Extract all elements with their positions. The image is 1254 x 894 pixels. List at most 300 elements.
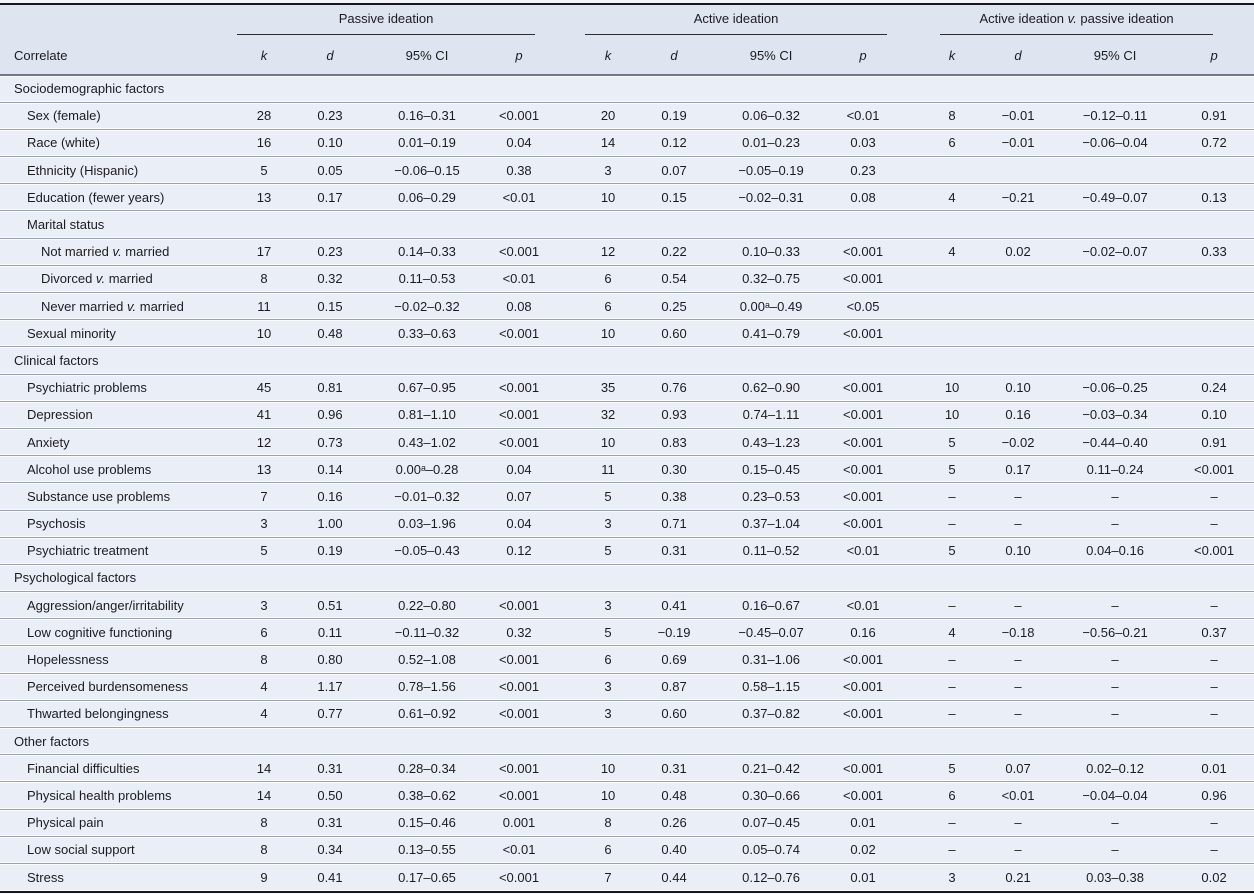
cell-avp-p: 0.02 <box>1174 863 1254 890</box>
cell-active-ci: −0.02–0.31 <box>712 184 830 211</box>
cell-passive-d: 0.77 <box>292 700 368 727</box>
cell-active-d: 0.38 <box>636 483 712 510</box>
cell-active-k: 8 <box>580 809 636 836</box>
cell-passive-d <box>292 564 368 591</box>
cell-active-p: 0.01 <box>830 809 896 836</box>
cell-active-d: 0.44 <box>636 863 712 890</box>
cell-passive-p: 0.08 <box>486 293 552 320</box>
cell-avp-p: 0.24 <box>1174 374 1254 401</box>
spacer <box>222 863 236 890</box>
cell-passive-ci: 0.11–0.53 <box>368 265 486 292</box>
cell-active-ci <box>712 347 830 374</box>
cell-avp-ci: −0.02–0.07 <box>1056 238 1174 265</box>
cell-passive-d: 0.11 <box>292 619 368 646</box>
spacer <box>552 102 580 129</box>
correlate-label: Perceived burdensomeness <box>0 673 222 700</box>
cell-active-p: <0.001 <box>830 510 896 537</box>
cell-avp-d: – <box>980 510 1056 537</box>
cell-active-k: 10 <box>580 782 636 809</box>
cell-avp-d: – <box>980 700 1056 727</box>
spacer <box>896 184 924 211</box>
cell-avp-p: – <box>1174 510 1254 537</box>
cell-active-p: <0.001 <box>830 646 896 673</box>
spacer <box>896 238 924 265</box>
spacer <box>896 646 924 673</box>
cell-passive-k: 7 <box>236 483 292 510</box>
table-row <box>0 537 1254 564</box>
cell-passive-k <box>236 728 292 755</box>
cell-passive-ci: 0.78–1.56 <box>368 673 486 700</box>
spacer <box>896 863 924 890</box>
panel-header-passive-ideation <box>236 5 552 35</box>
spacer <box>222 428 236 455</box>
table-row <box>0 374 1254 401</box>
spacer <box>222 537 236 564</box>
cell-passive-p: 0.38 <box>486 157 552 184</box>
cell-active-k <box>580 75 636 102</box>
cell-active-ci: 0.00ᵃ–0.49 <box>712 293 830 320</box>
cell-active-ci: 0.32–0.75 <box>712 265 830 292</box>
cell-active-ci: 0.31–1.06 <box>712 646 830 673</box>
cell-passive-ci: 0.22–0.80 <box>368 592 486 619</box>
cell-passive-ci: 0.28–0.34 <box>368 755 486 782</box>
table-row <box>0 809 1254 836</box>
cell-avp-d: – <box>980 483 1056 510</box>
cell-passive-ci: 0.52–1.08 <box>368 646 486 673</box>
cell-active-d: 0.12 <box>636 129 712 156</box>
table-row <box>0 782 1254 809</box>
cell-passive-p: <0.001 <box>486 374 552 401</box>
cell-avp-p: – <box>1174 673 1254 700</box>
cell-avp-k: 3 <box>924 863 980 890</box>
cell-passive-p: <0.001 <box>486 102 552 129</box>
cell-active-d: 0.60 <box>636 320 712 347</box>
table-row <box>0 211 1254 238</box>
cell-avp-k <box>924 347 980 374</box>
cell-passive-k: 41 <box>236 401 292 428</box>
cell-avp-k <box>924 320 980 347</box>
cell-passive-d: 0.16 <box>292 483 368 510</box>
cell-avp-k: 8 <box>924 102 980 129</box>
cell-avp-k: 5 <box>924 456 980 483</box>
cell-passive-ci: 0.33–0.63 <box>368 320 486 347</box>
cell-active-ci: 0.23–0.53 <box>712 483 830 510</box>
cell-passive-k: 45 <box>236 374 292 401</box>
section-row <box>0 564 1254 591</box>
cell-active-p: 0.02 <box>830 836 896 863</box>
cell-avp-p: 0.72 <box>1174 129 1254 156</box>
cell-passive-k: 3 <box>236 592 292 619</box>
spacer <box>896 157 924 184</box>
cell-active-p: <0.001 <box>830 673 896 700</box>
correlate-label: Psychological factors <box>0 564 222 591</box>
spacer <box>222 782 236 809</box>
correlate-label: Substance use problems <box>0 483 222 510</box>
spacer <box>552 184 580 211</box>
spacer <box>222 728 236 755</box>
cell-avp-ci: 0.04–0.16 <box>1056 537 1174 564</box>
panel-title-active: Active ideation <box>585 7 887 35</box>
cell-avp-k: 6 <box>924 129 980 156</box>
col-header-ci-passive: 95% CI <box>368 35 486 75</box>
cell-active-d: 0.71 <box>636 510 712 537</box>
spacer <box>552 755 580 782</box>
cell-avp-d <box>980 293 1056 320</box>
cell-passive-p: 0.32 <box>486 619 552 646</box>
table-row <box>0 646 1254 673</box>
spacer <box>552 75 580 102</box>
cell-passive-p: 0.04 <box>486 456 552 483</box>
cell-passive-ci: 0.13–0.55 <box>368 836 486 863</box>
cell-active-ci: 0.37–1.04 <box>712 510 830 537</box>
cell-active-p: <0.001 <box>830 428 896 455</box>
cell-passive-p <box>486 211 552 238</box>
cell-passive-d <box>292 75 368 102</box>
spacer <box>222 646 236 673</box>
panel-title-active-v-passive: Active ideation v. passive ideation <box>940 7 1213 35</box>
cell-avp-p: 0.91 <box>1174 102 1254 129</box>
table-row <box>0 863 1254 890</box>
cell-passive-d: 0.23 <box>292 102 368 129</box>
spacer <box>896 619 924 646</box>
cell-avp-k <box>924 75 980 102</box>
cell-avp-p: – <box>1174 646 1254 673</box>
spacer <box>896 5 924 35</box>
cell-passive-ci <box>368 211 486 238</box>
spacer <box>896 456 924 483</box>
cell-active-d: 0.25 <box>636 293 712 320</box>
cell-active-p: 0.08 <box>830 184 896 211</box>
cell-avp-d: – <box>980 809 1056 836</box>
table-row <box>0 401 1254 428</box>
cell-passive-p: 0.12 <box>486 537 552 564</box>
cell-active-ci: 0.74–1.11 <box>712 401 830 428</box>
spacer <box>222 347 236 374</box>
spacer <box>222 129 236 156</box>
cell-passive-p <box>486 564 552 591</box>
cell-avp-k <box>924 211 980 238</box>
cell-active-p: <0.001 <box>830 755 896 782</box>
cell-avp-ci: – <box>1056 809 1174 836</box>
cell-active-d <box>636 728 712 755</box>
spacer <box>222 510 236 537</box>
cell-avp-d: 0.17 <box>980 456 1056 483</box>
cell-active-k <box>580 347 636 374</box>
cell-avp-ci <box>1056 347 1174 374</box>
cell-avp-ci: – <box>1056 836 1174 863</box>
cell-active-p: <0.05 <box>830 293 896 320</box>
spacer <box>896 129 924 156</box>
cell-active-p: <0.001 <box>830 483 896 510</box>
cell-active-k: 6 <box>580 265 636 292</box>
spacer <box>896 510 924 537</box>
cell-passive-p: <0.001 <box>486 401 552 428</box>
cell-avp-ci <box>1056 293 1174 320</box>
cell-passive-p: <0.001 <box>486 782 552 809</box>
cell-avp-p: <0.001 <box>1174 456 1254 483</box>
cell-passive-d: 0.41 <box>292 863 368 890</box>
spacer <box>222 293 236 320</box>
cell-avp-d: 0.07 <box>980 755 1056 782</box>
cell-passive-ci: −0.06–0.15 <box>368 157 486 184</box>
correlate-label: Physical health problems <box>0 782 222 809</box>
spacer <box>222 75 236 102</box>
cell-avp-ci <box>1056 211 1174 238</box>
correlate-label: Race (white) <box>0 129 222 156</box>
cell-passive-ci: 0.81–1.10 <box>368 401 486 428</box>
cell-active-p: <0.001 <box>830 700 896 727</box>
cell-avp-d <box>980 157 1056 184</box>
table-row <box>0 428 1254 455</box>
spacer <box>222 401 236 428</box>
cell-passive-ci: −0.02–0.32 <box>368 293 486 320</box>
cell-avp-p <box>1174 157 1254 184</box>
cell-passive-p: <0.01 <box>486 836 552 863</box>
cell-active-d: −0.19 <box>636 619 712 646</box>
cell-avp-p: 0.13 <box>1174 184 1254 211</box>
cell-active-ci: 0.15–0.45 <box>712 456 830 483</box>
panel-title-row <box>0 5 1254 35</box>
column-header-row <box>0 35 1254 75</box>
cell-passive-d: 0.81 <box>292 374 368 401</box>
cell-passive-ci: 0.06–0.29 <box>368 184 486 211</box>
section-row <box>0 347 1254 374</box>
cell-avp-k: – <box>924 510 980 537</box>
cell-passive-d: 0.14 <box>292 456 368 483</box>
spacer <box>896 728 924 755</box>
spacer <box>222 211 236 238</box>
cell-active-k: 12 <box>580 238 636 265</box>
cell-avp-k: 4 <box>924 238 980 265</box>
spacer <box>896 265 924 292</box>
cell-avp-ci: 0.02–0.12 <box>1056 755 1174 782</box>
cell-active-k: 35 <box>580 374 636 401</box>
col-header-k-passive: k <box>236 35 292 75</box>
cell-passive-d: 0.23 <box>292 238 368 265</box>
spacer <box>222 836 236 863</box>
spacer <box>896 293 924 320</box>
cell-active-d: 0.60 <box>636 700 712 727</box>
correlate-label: Alcohol use problems <box>0 456 222 483</box>
spacer <box>896 483 924 510</box>
cell-active-p <box>830 564 896 591</box>
cell-avp-k: – <box>924 483 980 510</box>
spacer <box>552 456 580 483</box>
cell-active-p: <0.001 <box>830 238 896 265</box>
spacer <box>222 265 236 292</box>
cell-passive-ci: 0.00ᵃ–0.28 <box>368 456 486 483</box>
cell-active-d <box>636 347 712 374</box>
spacer <box>552 5 580 35</box>
cell-active-k: 3 <box>580 700 636 727</box>
spacer <box>552 129 580 156</box>
cell-active-k: 5 <box>580 483 636 510</box>
cell-passive-d <box>292 347 368 374</box>
cell-passive-d: 0.31 <box>292 809 368 836</box>
spacer <box>896 673 924 700</box>
cell-avp-ci: – <box>1056 483 1174 510</box>
spacer <box>552 673 580 700</box>
cell-passive-ci: 0.16–0.31 <box>368 102 486 129</box>
cell-passive-k <box>236 75 292 102</box>
spacer <box>896 592 924 619</box>
cell-active-k: 3 <box>580 592 636 619</box>
cell-active-d: 0.87 <box>636 673 712 700</box>
cell-avp-p: <0.001 <box>1174 537 1254 564</box>
spacer <box>552 211 580 238</box>
cell-avp-d <box>980 211 1056 238</box>
cell-avp-p: 0.91 <box>1174 428 1254 455</box>
cell-avp-d: – <box>980 673 1056 700</box>
cell-passive-ci <box>368 564 486 591</box>
correlate-label: Sociodemographic factors <box>0 75 222 102</box>
cell-avp-ci: −0.03–0.34 <box>1056 401 1174 428</box>
cell-passive-d: 0.31 <box>292 755 368 782</box>
correlate-label: Clinical factors <box>0 347 222 374</box>
spacer <box>222 564 236 591</box>
cell-active-ci: 0.05–0.74 <box>712 836 830 863</box>
data-table <box>0 5 1254 891</box>
meta-analysis-correlates-table <box>0 3 1254 893</box>
cell-active-p: 0.16 <box>830 619 896 646</box>
cell-active-k: 3 <box>580 157 636 184</box>
cell-passive-ci: 0.17–0.65 <box>368 863 486 890</box>
cell-passive-d: 0.15 <box>292 293 368 320</box>
cell-active-ci: 0.06–0.32 <box>712 102 830 129</box>
spacer <box>222 320 236 347</box>
cell-avp-p <box>1174 728 1254 755</box>
spacer <box>552 401 580 428</box>
col-header-p-avp: p <box>1174 35 1254 75</box>
cell-passive-p: <0.001 <box>486 428 552 455</box>
correlate-label: Financial difficulties <box>0 755 222 782</box>
cell-active-k: 6 <box>580 646 636 673</box>
cell-avp-ci <box>1056 157 1174 184</box>
spacer <box>552 238 580 265</box>
cell-active-k: 10 <box>580 428 636 455</box>
cell-passive-p: 0.001 <box>486 809 552 836</box>
cell-passive-ci <box>368 347 486 374</box>
cell-avp-k: – <box>924 809 980 836</box>
panel-header-active-ideation <box>580 5 896 35</box>
cell-avp-k: 5 <box>924 537 980 564</box>
cell-active-p: <0.01 <box>830 592 896 619</box>
correlate-label: Psychiatric treatment <box>0 537 222 564</box>
cell-passive-k <box>236 347 292 374</box>
cell-passive-d: 0.48 <box>292 320 368 347</box>
spacer <box>896 809 924 836</box>
cell-avp-ci: −0.56–0.21 <box>1056 619 1174 646</box>
spacer <box>222 374 236 401</box>
cell-passive-p: 0.04 <box>486 510 552 537</box>
cell-avp-p <box>1174 320 1254 347</box>
cell-avp-d: −0.02 <box>980 428 1056 455</box>
cell-active-d: 0.22 <box>636 238 712 265</box>
table-row <box>0 619 1254 646</box>
cell-avp-d: – <box>980 836 1056 863</box>
spacer <box>552 619 580 646</box>
cell-avp-ci <box>1056 728 1174 755</box>
cell-avp-d: 0.10 <box>980 537 1056 564</box>
cell-avp-p: 0.33 <box>1174 238 1254 265</box>
cell-active-ci: 0.12–0.76 <box>712 863 830 890</box>
table-row <box>0 102 1254 129</box>
col-header-k-avp: k <box>924 35 980 75</box>
correlate-label: Not married v. married <box>0 238 222 265</box>
correlate-label: Aggression/anger/irritability <box>0 592 222 619</box>
cell-passive-p <box>486 75 552 102</box>
cell-avp-p <box>1174 347 1254 374</box>
cell-avp-p: – <box>1174 700 1254 727</box>
cell-active-d: 0.41 <box>636 592 712 619</box>
cell-active-ci: 0.10–0.33 <box>712 238 830 265</box>
cell-passive-k: 8 <box>236 836 292 863</box>
cell-avp-p <box>1174 211 1254 238</box>
cell-active-ci: −0.45–0.07 <box>712 619 830 646</box>
cell-passive-k: 17 <box>236 238 292 265</box>
table-row <box>0 673 1254 700</box>
correlate-label: Sex (female) <box>0 102 222 129</box>
cell-active-k: 11 <box>580 456 636 483</box>
cell-active-p: <0.001 <box>830 374 896 401</box>
cell-active-k <box>580 211 636 238</box>
table-row <box>0 836 1254 863</box>
cell-active-p: <0.001 <box>830 456 896 483</box>
cell-active-ci: 0.07–0.45 <box>712 809 830 836</box>
cell-active-d: 0.30 <box>636 456 712 483</box>
spacer <box>552 728 580 755</box>
spacer <box>896 782 924 809</box>
cell-active-d: 0.54 <box>636 265 712 292</box>
cell-active-d: 0.76 <box>636 374 712 401</box>
cell-active-k: 7 <box>580 863 636 890</box>
cell-active-d: 0.31 <box>636 755 712 782</box>
cell-avp-ci <box>1056 265 1174 292</box>
cell-passive-d <box>292 728 368 755</box>
spacer <box>552 320 580 347</box>
cell-passive-k: 28 <box>236 102 292 129</box>
cell-avp-p <box>1174 75 1254 102</box>
cell-avp-k: – <box>924 646 980 673</box>
cell-passive-p: 0.07 <box>486 483 552 510</box>
col-header-p-active: p <box>830 35 896 75</box>
cell-active-ci: 0.43–1.23 <box>712 428 830 455</box>
spacer <box>222 184 236 211</box>
cell-active-k: 10 <box>580 320 636 347</box>
col-header-correlate: Correlate <box>0 35 222 75</box>
cell-passive-k: 11 <box>236 293 292 320</box>
cell-active-k: 6 <box>580 836 636 863</box>
col-header-d-avp: d <box>980 35 1056 75</box>
cell-passive-k: 14 <box>236 755 292 782</box>
spacer <box>222 592 236 619</box>
cell-avp-k: 6 <box>924 782 980 809</box>
cell-passive-d: 0.73 <box>292 428 368 455</box>
cell-active-k: 32 <box>580 401 636 428</box>
cell-active-k <box>580 564 636 591</box>
cell-avp-p: – <box>1174 483 1254 510</box>
cell-passive-k: 16 <box>236 129 292 156</box>
cell-passive-d: 0.32 <box>292 265 368 292</box>
cell-avp-ci: −0.12–0.11 <box>1056 102 1174 129</box>
cell-avp-ci: −0.06–0.04 <box>1056 129 1174 156</box>
cell-passive-ci: −0.11–0.32 <box>368 619 486 646</box>
spacer <box>552 265 580 292</box>
cell-active-d <box>636 564 712 591</box>
spacer <box>552 35 580 75</box>
spacer <box>222 755 236 782</box>
spacer <box>896 374 924 401</box>
